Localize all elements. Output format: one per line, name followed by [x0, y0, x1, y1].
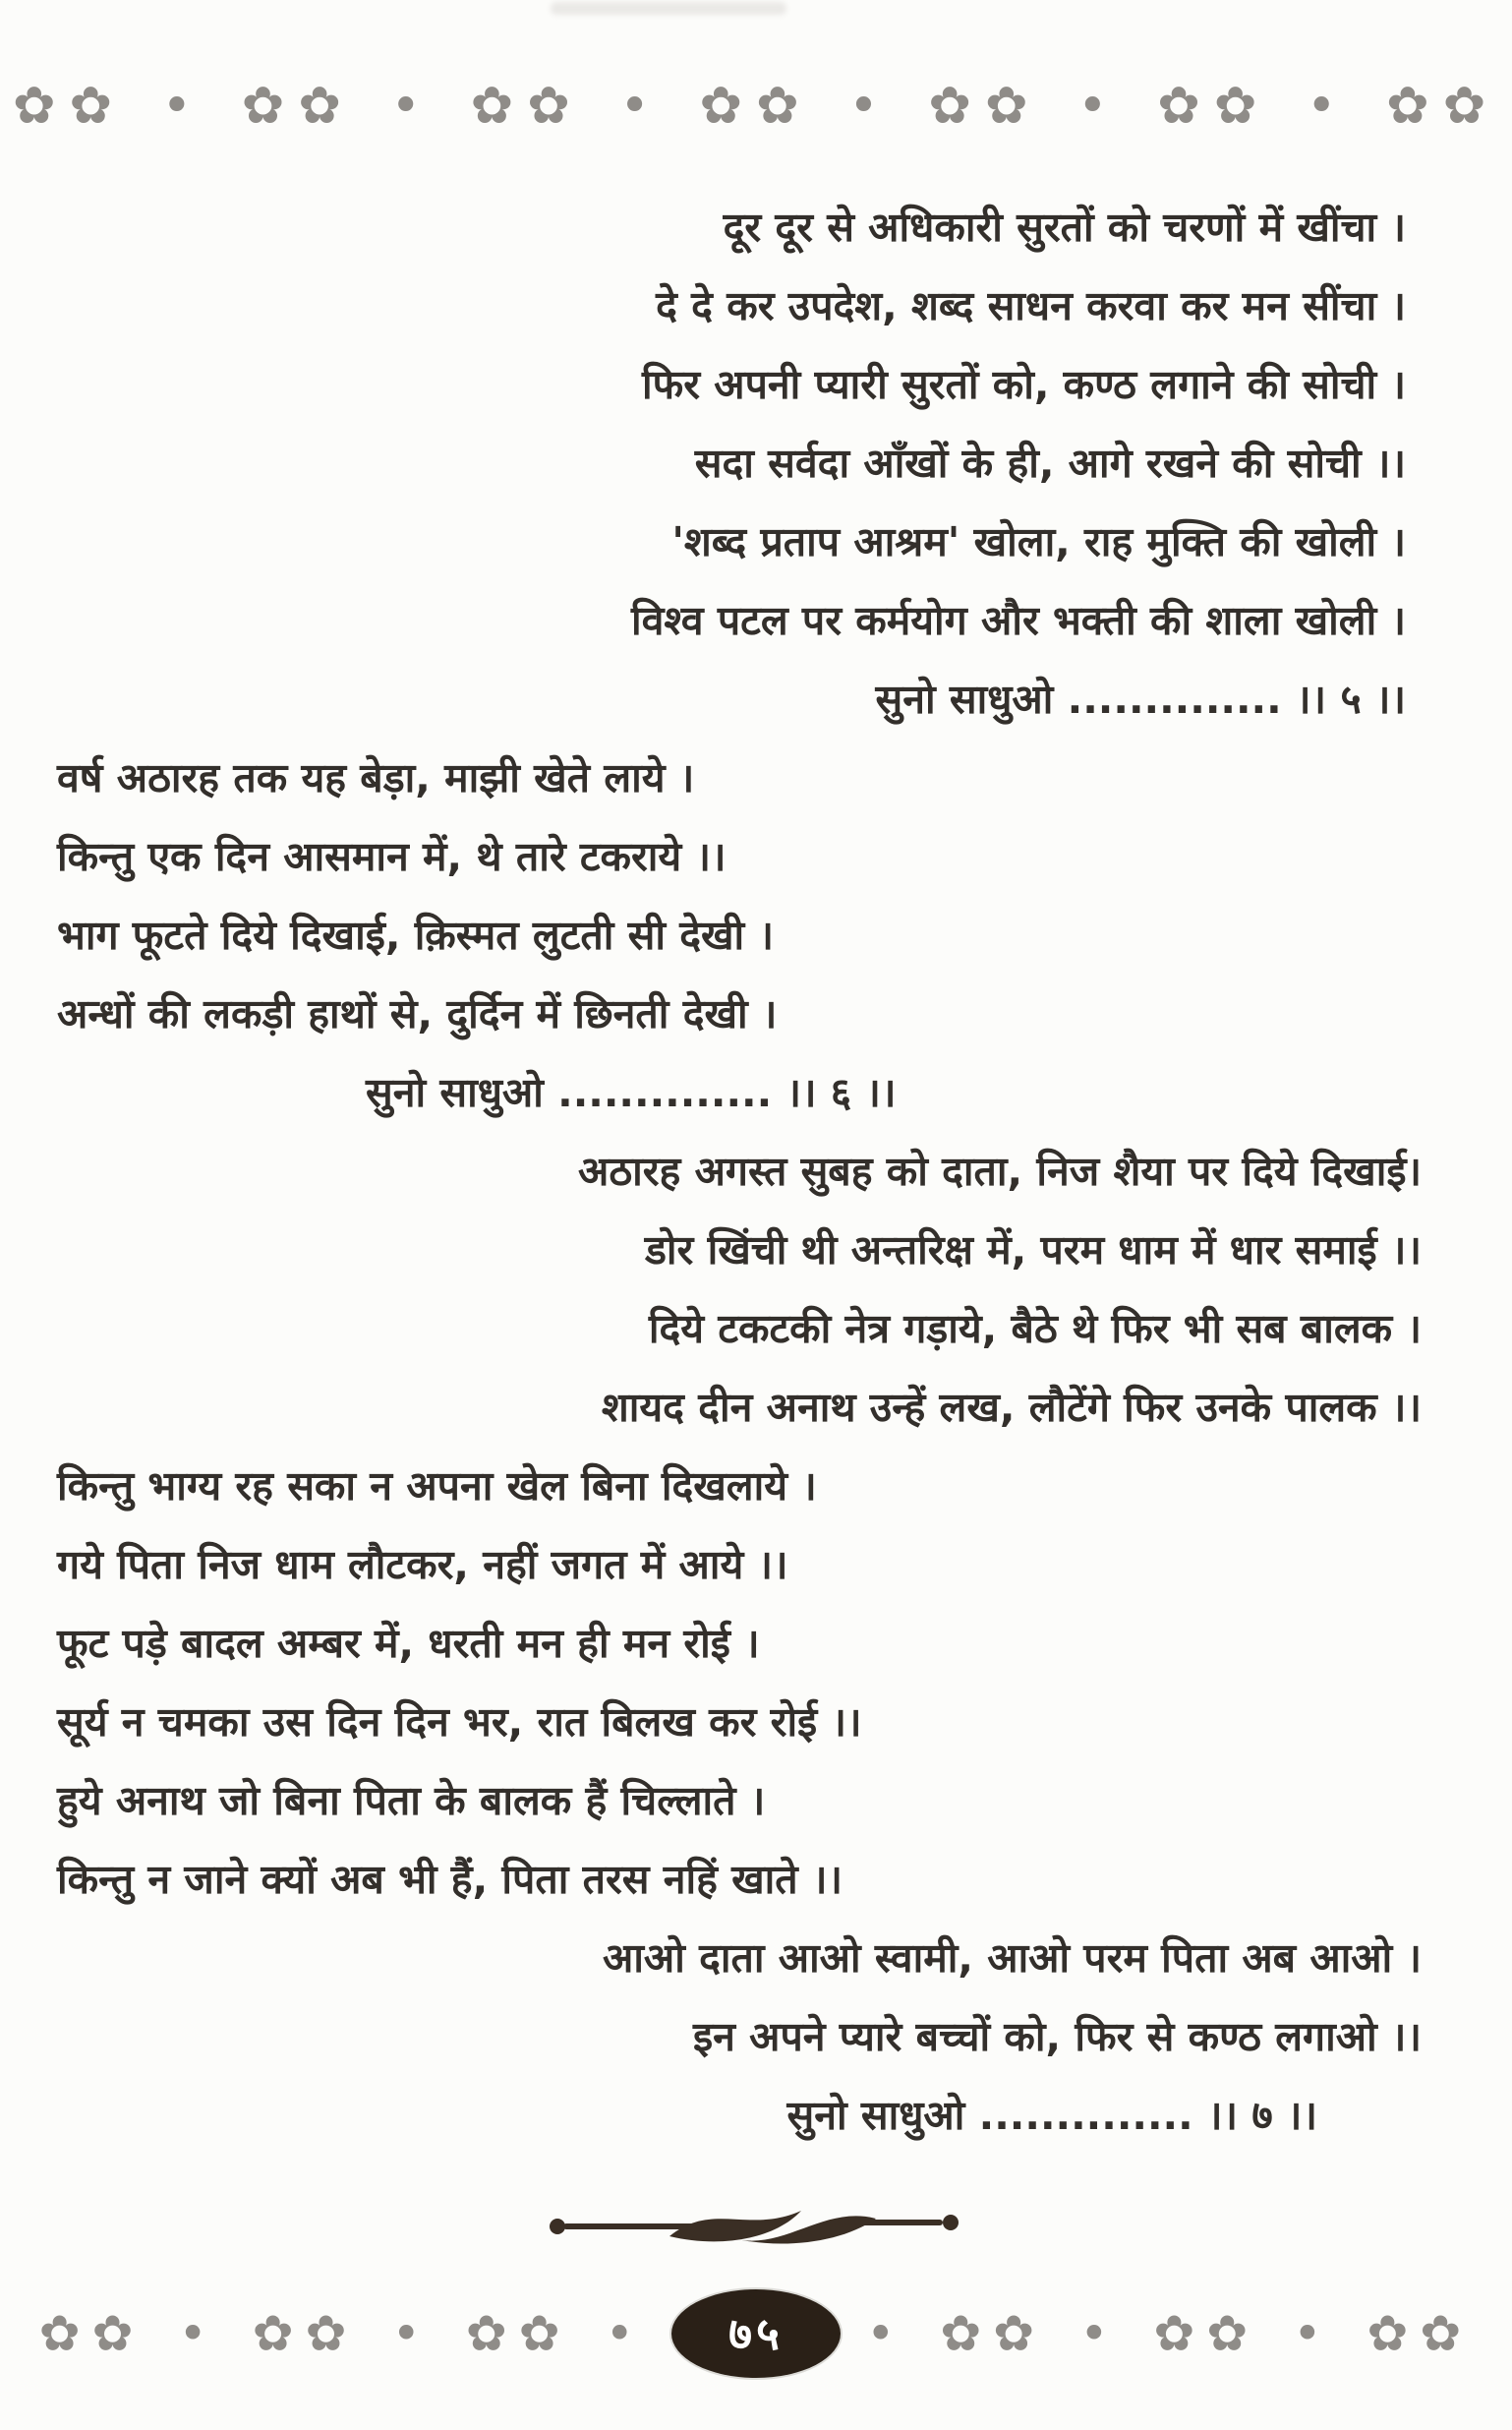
bottom-border-left-icon: ✿✿ • ✿✿ • ✿✿ •: [38, 2305, 646, 2362]
poem-line: भाग फूटते दिये दिखाई, क़िस्मत लुटती सी देखी ।: [57, 912, 774, 959]
scan-bleed-smudge: [551, 2, 786, 15]
poem-line: गये पिता निज धाम लौटकर, नहीं जगत में आये ।।: [57, 1541, 788, 1588]
divider-swash-icon: [544, 2191, 968, 2260]
poem-line: शायद दीन अनाथ उन्हें लख, लौटेंगे फिर उनके पालक ।।: [601, 1384, 1422, 1431]
top-ornament-border-icon: ✿✿ • ✿✿ • ✿✿ • ✿✿ • ✿✿ • ✿✿ • ✿✿: [12, 77, 1500, 136]
poem-refrain-verse-6: सुनो साधुओ .............. ।। ६ ।।: [366, 1069, 897, 1116]
poem-line: आओ दाता आओ स्वामी, आओ परम पिता अब आओ ।: [602, 1934, 1422, 1982]
poem-line: अठारह अगस्त सुबह को दाता, निज शैया पर दिये दिखाई।: [578, 1148, 1422, 1195]
bottom-border-right-icon: • ✿✿ • ✿✿ • ✿✿: [866, 2305, 1474, 2362]
poem-line: इन अपने प्यारे बच्चों को, फिर से कण्ठ लगाओ ।।: [693, 2013, 1422, 2060]
poem-line: दिये टकटकी नेत्र गड़ाये, बैठे थे फिर भी सब बालक ।: [648, 1305, 1422, 1352]
poem-line: किन्तु न जाने क्यों अब भी हैं, पिता तरस नहिं खाते ।।: [57, 1856, 843, 1903]
poem-line: हुये अनाथ जो बिना पिता के बालक हैं चिल्लाते ।: [57, 1777, 766, 1824]
poem-body: [0, 187, 1512, 2154]
poem-line: 'शब्द प्रताप आश्रम' खोला, राह मुक्ति की खोली ।: [671, 518, 1406, 565]
page-number-badge: ७५: [671, 2289, 841, 2378]
bottom-ornament-border: [0, 2289, 1512, 2378]
poem-line: डोर खिंची थी अन्तरिक्ष में, परम धाम में धार समाई ।।: [645, 1226, 1422, 1274]
poem-line: फिर अपनी प्यारी सुरतों को, कण्ठ लगाने की सोची ।: [642, 361, 1406, 408]
poem-line: अन्धों की लकड़ी हाथों से, दुर्दिन में छिनती देखी ।: [57, 990, 778, 1037]
poem-line: किन्तु भाग्य रह सका न अपना खेल बिना दिखलाये ।: [57, 1462, 817, 1510]
poem-refrain-verse-7: सुनो साधुओ .............. ।। ७ ।।: [786, 2092, 1317, 2139]
poem-line: फूट पड़े बादल अम्बर में, धरती मन ही मन रोई ।: [57, 1620, 760, 1667]
poem-line: सदा सर्वदा आँखों के ही, आगे रखने की सोची ।।: [694, 440, 1406, 487]
poem-line: किन्तु एक दिन आसमान में, थे तारे टकराये ।।: [57, 833, 727, 880]
poem-line: दूर दूर से अधिकारी सुरतों को चरणों में खींचा ।: [723, 204, 1406, 251]
poem-refrain-verse-5: सुनो साधुओ .............. ।। ५ ।।: [875, 676, 1406, 723]
poem-line: दे दे कर उपदेश, शब्द साधन करवा कर मन सींचा ।: [656, 282, 1406, 329]
poem-line: सूर्य न चमका उस दिन दिन भर, रात बिलख कर रोई ।।: [57, 1698, 862, 1746]
poem-line: वर्ष अठारह तक यह बेड़ा, माझी खेते लाये ।: [57, 754, 695, 801]
poem-line: विश्व पटल पर कर्मयोग और भक्ती की शाला खोली ।: [630, 597, 1406, 644]
